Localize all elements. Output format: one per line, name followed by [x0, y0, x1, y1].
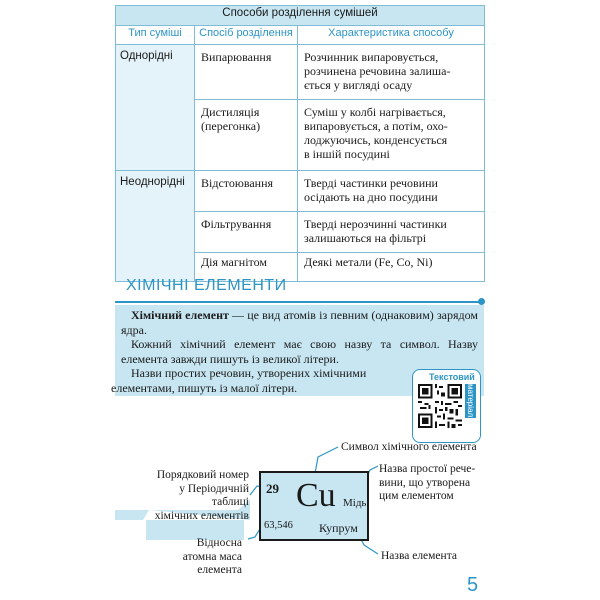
callout-line: цим елементом [379, 490, 454, 502]
desc-line: осідають на дно посудини [304, 190, 438, 204]
callout-number [141, 469, 249, 523]
callout-line: Відносна [196, 537, 242, 549]
element-number: 29 [266, 481, 279, 496]
definition-term: Хімічний елемент [131, 308, 229, 322]
desc-line: Тверді нерозчинні частинки [304, 217, 447, 231]
callout-line: атомна маса елемента [182, 550, 242, 576]
desc-line: Тверді частинки речовини [304, 176, 438, 190]
method-text: Фільтрування [201, 217, 272, 231]
method-text: Випарювання [201, 50, 272, 64]
callout-simple-substance [379, 463, 479, 504]
desc-line: ється у вигляді осаду [304, 78, 413, 92]
type-cell-homogeneous: Однорідні [116, 45, 195, 100]
callout-line: у Періодичній таблиці [179, 482, 249, 508]
desc-line: випаровується, а потім, охо- [304, 119, 448, 133]
section-title: ХІМІЧНІ ЕЛЕМЕНТИ [126, 277, 287, 294]
callout-line: Назва простої рече- [379, 463, 476, 475]
definition-line: Назви простих речовин, утворених хімічними [131, 366, 367, 380]
header-description: Характеристика способу [298, 26, 485, 45]
type-cell-heterogeneous: Неоднорідні [116, 171, 195, 212]
desc-line: в іншій посудині [304, 147, 390, 161]
definition-line: елементами, пишуть із малої літери. [111, 380, 298, 395]
method-text: (перегонка) [201, 119, 261, 133]
page-number: 5 [467, 574, 479, 596]
callout-line: хімічних елементів [154, 509, 249, 522]
element-name: Купрум [319, 521, 358, 535]
element-symbol: Cu [296, 477, 336, 514]
element-simple-substance-name: Мідь [343, 497, 367, 509]
callout-line: вини, що утворена [379, 476, 471, 489]
desc-line: Деякі метали (Fe, Co, Ni) [304, 255, 433, 269]
method-text: Дія магнітом [201, 255, 268, 269]
desc-line: залишаються на фільтрі [304, 231, 427, 245]
desc-line: Суміш у колбі нагрівається, [304, 105, 446, 119]
definition-paragraph: Кожний хімічний елемент має свою назву та символ. Назву елемента завжди пишуть із великої літери. [121, 337, 478, 366]
element-atomic-mass: 63,546 [264, 520, 293, 531]
callout-symbol: Символ хімічного елемента [341, 441, 477, 453]
callout-name: Назва елемента [381, 550, 457, 562]
definition-text: — це вид атомів із певним (однаковим) зарядом ядра. [121, 308, 479, 337]
desc-line: розчинена речовина залиша- [304, 64, 451, 78]
callout-line: Порядковий номер [156, 469, 249, 481]
method-text: Дистиляція [201, 105, 260, 119]
method-text: Відстоювання [201, 176, 274, 190]
callout-mass [142, 537, 242, 578]
header-method: Спосіб розділення [195, 26, 298, 45]
desc-line: лоджуючись, конденсується [304, 133, 448, 147]
table-caption: Способи розділення сумішей [116, 6, 485, 26]
qr-label-vertical: матеріал [466, 384, 475, 418]
header-type: Тип суміші [116, 26, 195, 45]
desc-line: Розчинник випаровується, [304, 50, 439, 64]
qr-label: Текстовий [429, 372, 475, 382]
element-card [259, 471, 369, 541]
